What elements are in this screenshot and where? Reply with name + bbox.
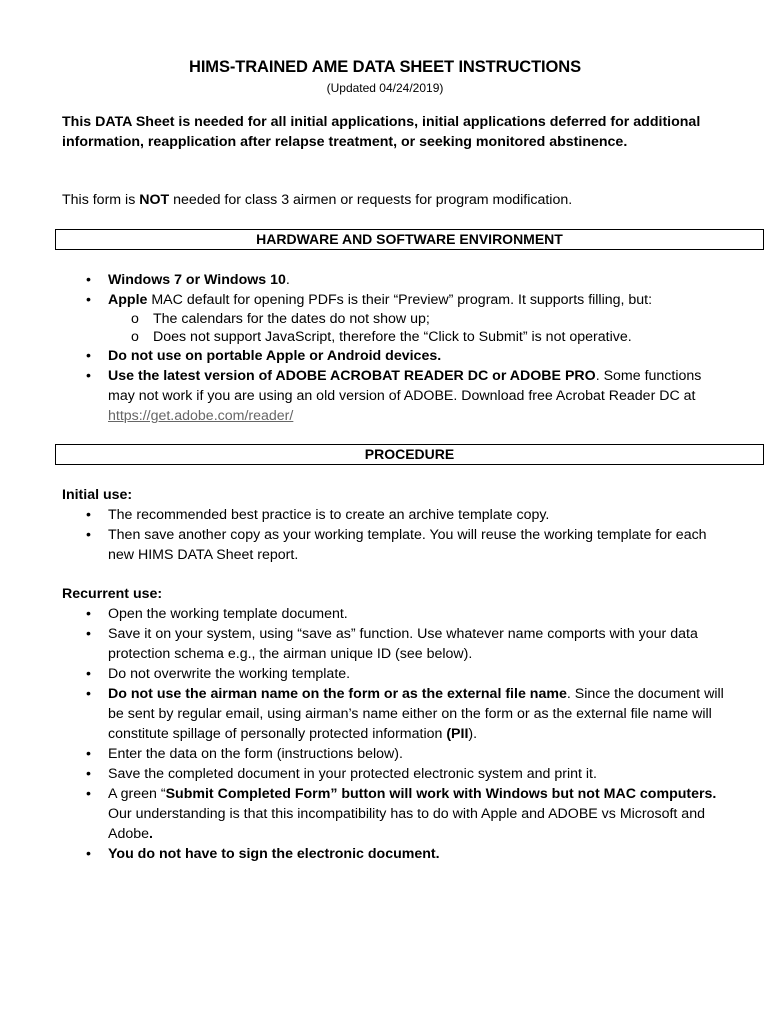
initial-use-heading: Initial use:: [62, 487, 133, 503]
item-text: . Some functions may not work if you are using an old version of ADOBE. Download free Acrobat Reader DC at: [108, 368, 702, 404]
list-item: [0, 624, 728, 664]
document-title: HIMS-TRAINED AME DATA SHEET INSTRUCTIONS: [189, 58, 581, 76]
list-item: [0, 784, 728, 844]
list-item: [0, 505, 728, 525]
list-item: [0, 684, 728, 744]
list-item: [0, 744, 728, 764]
item-text: Save it on your system, using “save as” function. Use whatever name comports with your data protection schema e.g., the airman unique ID (see below).: [108, 626, 698, 662]
hardware-section-heading: HARDWARE AND SOFTWARE ENVIRONMENT: [55, 229, 764, 250]
hollow-bullet-icon: o: [131, 329, 139, 345]
list-item: [0, 844, 728, 864]
updated-date: (Updated 04/24/2019): [326, 81, 444, 95]
item-bold: Apple: [108, 292, 148, 308]
item-bold: .: [149, 826, 153, 842]
list-item: [0, 664, 728, 684]
item-bold: Do not use on portable Apple or Android devices.: [108, 348, 442, 364]
adobe-reader-link[interactable]: https://get.adobe.com/reader/: [108, 408, 294, 424]
item-text: Open the working template document.: [108, 606, 348, 622]
item-text: . Since the document will be sent by regular email, using airman’s name either on the form or as the external file name will constitute spillage of personally protected information: [108, 686, 724, 742]
intro-note: [62, 190, 572, 210]
item-text: Do not overwrite the working template.: [108, 666, 351, 682]
item-bold: Submit Completed Form” button will work with Windows but not MAC computers.: [165, 786, 717, 802]
item-bold: Use the latest version of ADOBE ACROBAT READER DC or ADOBE PRO: [108, 368, 596, 384]
list-item: [0, 346, 728, 366]
list-item: [0, 525, 728, 565]
item-text: Then save another copy as your working template. You will reuse the working template for each new HIMS DATA Sheet report.: [108, 527, 707, 563]
bullet-icon: •: [86, 626, 91, 642]
item-text: A green “: [108, 786, 166, 802]
item-bold: Windows 7 or Windows 10: [108, 272, 286, 288]
bullet-icon: •: [86, 846, 91, 862]
item-text: ).: [468, 726, 478, 742]
initial-use-list: [0, 505, 728, 565]
hollow-bullet-icon: o: [131, 311, 139, 327]
procedure-section-heading: PROCEDURE: [55, 444, 764, 465]
list-item: [0, 290, 728, 310]
bullet-icon: •: [86, 348, 91, 364]
hardware-list: [0, 270, 728, 426]
list-item: [0, 764, 728, 784]
sub-list-item: [0, 310, 728, 328]
list-item: [0, 270, 728, 290]
intro-note-post: needed for class 3 airmen or requests for program modification.: [169, 192, 573, 208]
sub-list-item: [0, 328, 728, 346]
bullet-icon: •: [86, 786, 91, 802]
item-text: Save the completed document in your protected electronic system and print it.: [108, 766, 597, 782]
item-bold: Do not use the airman name on the form or as the external file name: [108, 686, 567, 702]
item-text: MAC default for opening PDFs is their “Preview” program. It supports filling, but:: [147, 292, 653, 308]
recurrent-use-list: [0, 604, 728, 864]
item-bold: (PII: [446, 726, 469, 742]
sub-item-text: The calendars for the dates do not show up;: [153, 311, 430, 327]
item-text: Enter the data on the form (instructions below).: [108, 746, 403, 762]
list-item: [0, 366, 728, 426]
recurrent-use-heading: Recurrent use:: [62, 586, 163, 602]
item-bold: You do not have to sign the electronic document.: [108, 846, 440, 862]
bullet-icon: •: [86, 292, 91, 308]
intro-note-bold: NOT: [139, 192, 170, 208]
item-text: .: [285, 272, 290, 288]
intro-paragraph: This DATA Sheet is needed for all initial applications, initial applications deferred for additional information, reapplication after relapse treatment, or seeking monitored abstinence.: [62, 114, 701, 150]
bullet-icon: •: [86, 272, 91, 288]
bullet-icon: •: [86, 766, 91, 782]
bullet-icon: •: [86, 666, 91, 682]
intro-note-pre: This form is: [62, 192, 140, 208]
bullet-icon: •: [86, 606, 91, 622]
bullet-icon: •: [86, 746, 91, 762]
bullet-icon: •: [86, 527, 91, 543]
item-text: Our understanding is that this incompatibility has to do with Apple and ADOBE vs Microsoft and Adobe: [108, 806, 705, 842]
sub-item-text: Does not support JavaScript, therefore the “Click to Submit” is not operative.: [153, 329, 632, 345]
bullet-icon: •: [86, 686, 91, 702]
bullet-icon: •: [86, 368, 91, 384]
bullet-icon: •: [86, 507, 91, 523]
item-text: The recommended best practice is to create an archive template copy.: [108, 507, 550, 523]
list-item: [0, 604, 728, 624]
